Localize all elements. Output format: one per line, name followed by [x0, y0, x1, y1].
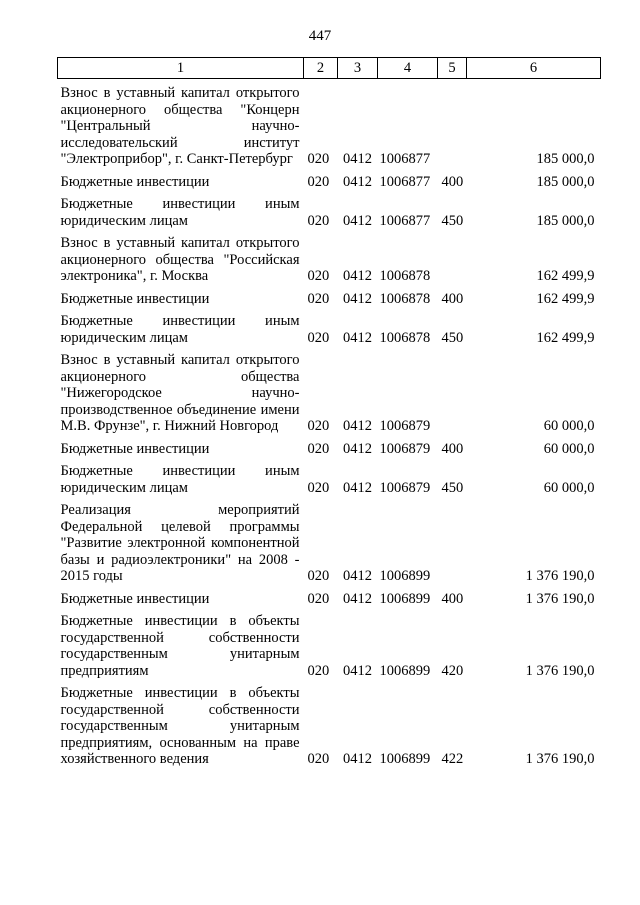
column-header-1: 1 — [58, 58, 304, 79]
row-amount: 1 376 190,0 — [525, 662, 595, 679]
row-target-code: 1006899 — [379, 590, 431, 607]
table-row — [58, 613, 601, 679]
table-row — [58, 196, 601, 229]
row-expense-type — [438, 352, 467, 435]
row-target-code: 1006879 — [379, 479, 431, 496]
row-amount: 60 000,0 — [543, 440, 595, 457]
row-name: Бюджетные инвестиции — [60, 590, 210, 607]
row-expense-type: 400 — [441, 440, 464, 457]
row-expense-type: 450 — [441, 212, 464, 229]
table-row — [58, 685, 601, 768]
row-expense-type: 400 — [441, 590, 464, 607]
row-name: Бюджетные инвестиции в объекты государственной собственности государственным унитарным предприятиям — [60, 613, 300, 679]
row-target-code: 1006878 — [379, 290, 431, 307]
row-section-code: 0412 — [343, 268, 372, 284]
row-amount: 60 000,0 — [543, 479, 595, 496]
row-name: Реализация мероприятий Федеральной целевой программы "Развитие электронной компонентной базы и радиоэлектроники" на 2008 - 2015 годы — [60, 502, 300, 584]
column-header-3: 3 — [338, 58, 378, 79]
row-target-code: 1006879 — [379, 418, 431, 434]
row-target-code: 1006878 — [379, 268, 431, 284]
row-ved-code: 020 — [307, 590, 330, 607]
table-row — [58, 502, 601, 585]
row-ved-code: 020 — [307, 329, 330, 346]
row-section-code: 0412 — [343, 212, 372, 229]
row-ved-code: 020 — [307, 173, 330, 190]
row-ved-code: 020 — [307, 290, 330, 307]
row-amount: 185 000,0 — [536, 173, 595, 190]
row-amount: 185 000,0 — [536, 151, 595, 167]
row-target-code: 1006877 — [379, 173, 431, 190]
row-ved-code: 020 — [307, 268, 330, 284]
row-ved-code: 020 — [307, 568, 330, 584]
table-row — [58, 441, 601, 458]
table-header — [58, 58, 601, 79]
row-section-code: 0412 — [343, 568, 372, 584]
row-name: Бюджетные инвестиции — [60, 173, 210, 190]
row-expense-type: 422 — [441, 751, 464, 767]
row-amount: 162 499,9 — [536, 290, 595, 307]
row-amount: 1 376 190,0 — [525, 751, 595, 767]
table-row — [58, 174, 601, 191]
row-target-code: 1006877 — [379, 212, 431, 229]
row-name: Взнос в уставный капитал открытого акционерного общества "Российская электроника", г. Москва — [60, 235, 300, 284]
row-ved-code: 020 — [307, 212, 330, 229]
row-amount: 162 499,9 — [536, 329, 595, 346]
row-expense-type: 450 — [441, 329, 464, 346]
row-section-code: 0412 — [343, 329, 372, 346]
budget-table — [57, 57, 601, 768]
row-ved-code: 020 — [307, 440, 330, 457]
row-section-code: 0412 — [343, 751, 372, 767]
row-name: Бюджетные инвестиции — [60, 440, 210, 457]
row-name: Бюджетные инвестиции — [60, 290, 210, 307]
row-section-code: 0412 — [343, 418, 372, 434]
page-number: 447 — [308, 28, 332, 44]
row-name: Бюджетные инвестиции иным юридическим лицам — [60, 463, 300, 496]
row-ved-code: 020 — [307, 151, 330, 167]
row-section-code: 0412 — [343, 479, 372, 496]
row-target-code: 1006899 — [379, 568, 431, 584]
table-row — [58, 463, 601, 496]
row-expense-type: 400 — [441, 290, 464, 307]
row-name: Взнос в уставный капитал открытого акционерного общества "Концерн "Центральный научно-исследовательский институт "Электроприбор", г. Санкт-Петербург — [60, 85, 300, 167]
row-name: Бюджетные инвестиции иным юридическим лицам — [60, 313, 300, 346]
row-target-code: 1006877 — [379, 151, 431, 167]
row-name: Бюджетные инвестиции иным юридическим лицам — [60, 196, 300, 229]
row-section-code: 0412 — [343, 590, 372, 607]
row-expense-type: 450 — [441, 479, 464, 496]
row-amount: 1 376 190,0 — [525, 590, 595, 607]
column-header-2: 2 — [304, 58, 338, 79]
column-header-6: 6 — [467, 58, 601, 79]
row-section-code: 0412 — [343, 440, 372, 457]
row-target-code: 1006899 — [379, 751, 431, 767]
table-row — [58, 291, 601, 308]
row-ved-code: 020 — [307, 662, 330, 679]
header-row — [58, 58, 601, 79]
row-amount: 185 000,0 — [536, 212, 595, 229]
row-name: Взнос в уставный капитал открытого акционерного общества "Нижегородское научно-производственное объединение имени М.В. Фрунзе", г. Нижний Новгород — [60, 352, 300, 434]
row-ved-code: 020 — [307, 751, 330, 767]
column-header-5: 5 — [438, 58, 467, 79]
table-row — [58, 352, 601, 435]
row-name: Бюджетные инвестиции в объекты государственной собственности государственным унитарным предприятиям, основанным на праве хозяйственного ведения — [60, 685, 300, 767]
table-row — [58, 591, 601, 608]
row-expense-type — [438, 85, 467, 168]
row-target-code: 1006878 — [379, 329, 431, 346]
row-expense-type — [438, 235, 467, 285]
row-ved-code: 020 — [307, 479, 330, 496]
row-target-code: 1006879 — [379, 440, 431, 457]
row-amount: 60 000,0 — [543, 418, 595, 434]
row-section-code: 0412 — [343, 662, 372, 679]
row-amount: 162 499,9 — [536, 268, 595, 284]
row-target-code: 1006899 — [379, 662, 431, 679]
row-amount: 1 376 190,0 — [525, 568, 595, 584]
table-row — [58, 313, 601, 346]
row-expense-type — [438, 502, 467, 585]
row-expense-type: 420 — [441, 662, 464, 679]
table-row — [58, 85, 601, 168]
row-ved-code: 020 — [307, 418, 330, 434]
row-section-code: 0412 — [343, 290, 372, 307]
row-expense-type: 400 — [441, 173, 464, 190]
row-section-code: 0412 — [343, 151, 372, 167]
table-body — [58, 79, 601, 768]
column-header-4: 4 — [378, 58, 438, 79]
table-row — [58, 235, 601, 285]
row-section-code: 0412 — [343, 173, 372, 190]
